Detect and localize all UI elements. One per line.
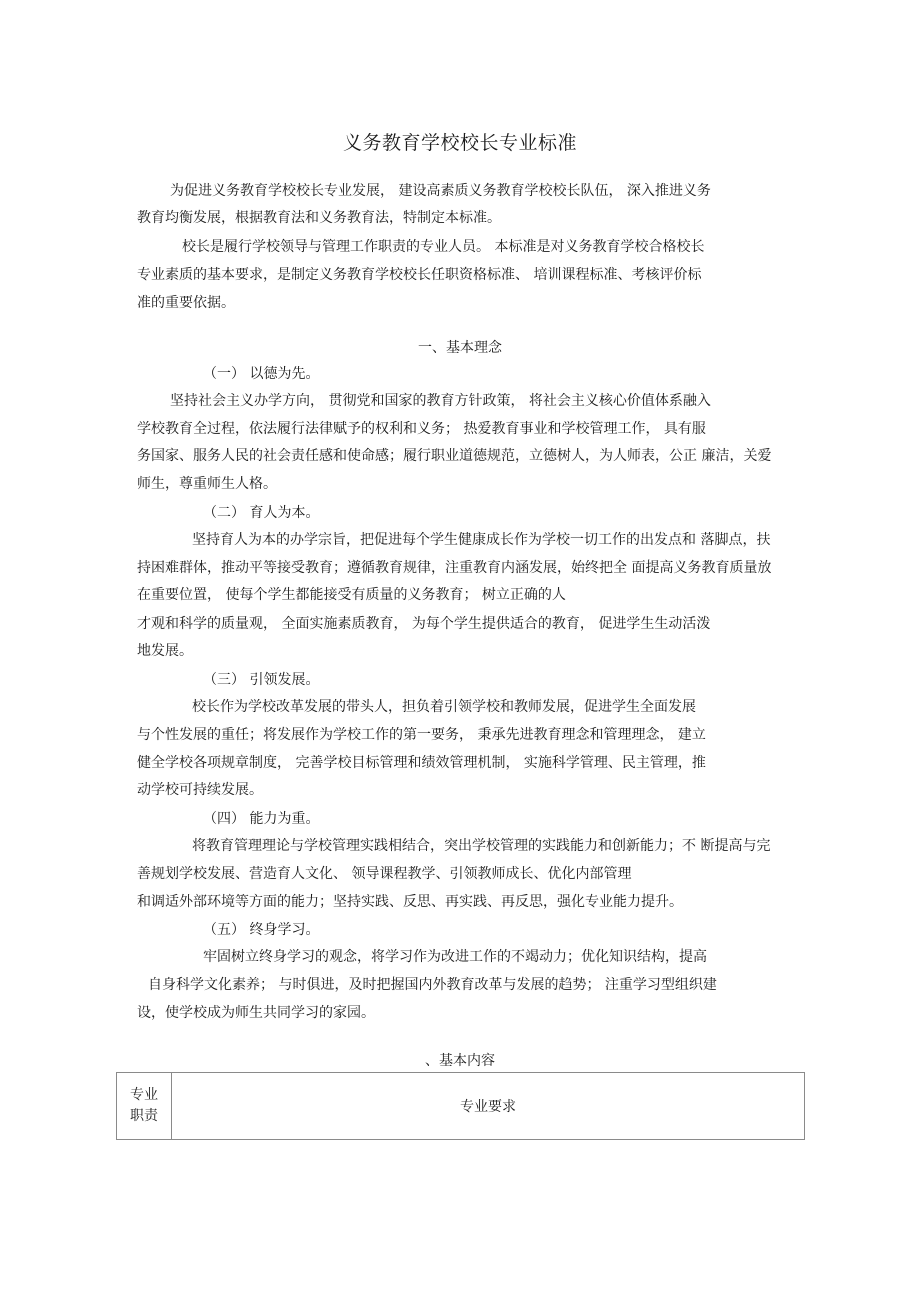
paragraph-line: 学校教育全过程，依法履行法律赋予的权利和义务； 热爱教育事业和学校管理工作， 具有服 [137,421,706,437]
paragraph-line: 设，使学校成为师生共同学习的家园。 [137,1005,375,1021]
paragraph-line: 善规划学校发展、营造育人文化、 领导课程教学、引领教师成长、优化内部管理 [137,866,632,882]
paragraph-line: 牢固树立终身学习的观念，将学习作为改进工作的不竭动力；优化知识结构，提高 [203,949,707,965]
header-cell-requirement: 专业要求 [172,1073,805,1140]
paragraph-line: 坚持育人为本的办学宗旨，把促进每个学生健康成长作为学校一切工作的出发点和 落脚点，扶 [192,532,771,548]
header-duty-line1: 专业 [130,1087,158,1103]
subsection-heading: （五） 终身学习。 [203,922,320,938]
table-header-row [117,1073,805,1140]
section-heading: 、基本内容 [425,1053,495,1069]
paragraph-line: 动学校可持续发展。 [137,782,263,798]
paragraph-line: 师生，尊重师生人格。 [137,476,277,492]
subsection-heading: （二） 育人为本。 [203,505,320,521]
subsection-heading: （三） 引领发展。 [203,672,320,688]
requirements-table [116,1072,805,1140]
paragraph-line: 坚持社会主义办学方向， 贯彻党和国家的教育方针政策， 将社会主义核心价值体系融入 [170,393,711,409]
paragraph-line: 地发展。 [137,643,193,659]
paragraph-line: 与个性发展的重任；将发展作为学校工作的第一要务， 秉承先进教育理念和管理理念， 建立 [137,727,706,743]
paragraph-line: 将教育管理理论与学校管理实践相结合，突出学校管理的实践能力和创新能力；不 断提高与完 [192,838,771,854]
paragraph-line: 校长作为学校改革发展的带头人，担负着引领学校和教师发展，促进学生全面发展 [192,699,696,715]
paragraph-line: 务国家、服务人民的社会责任感和使命感；履行职业道德规范，立德树人，为人师表，公正 廉洁，关爱 [137,448,772,464]
intro-line: 校长是履行学校领导与管理工作职责的专业人员。 本标准是对义务教育学校合格校长 [182,239,705,255]
intro-line: 教育均衡发展，根据教育法和义务教育法，特制定本标准。 [137,210,501,226]
subsection-heading: （四） 能力为重。 [203,811,320,827]
paragraph-line: 才观和科学的质量观， 全面实施素质教育， 为每个学生提供适合的教育， 促进学生生动活泼 [137,616,711,632]
section-heading: 一、基本理念 [418,340,502,356]
header-cell-duty [117,1073,172,1140]
paragraph-line: 在重要位置， 使每个学生都能接受有质量的义务教育； 树立正确的人 [137,587,566,603]
document-title: 义务教育学校校长专业标准 [342,132,577,154]
intro-line: 专业素质的基本要求，是制定义务教育学校校长任职资格标准、 培训课程标准、考核评价标 [137,267,702,283]
paragraph-line: 健全学校各项规章制度， 完善学校目标管理和绩效管理机制， 实施科学管理、民主管理，推 [137,755,706,771]
paragraph-line: 持困难群体，推动平等接受教育；遵循教育规律，注重教育内涵发展，始终把全 面提高义务教育质量放 [137,560,772,576]
intro-line: 准的重要依据。 [137,295,235,311]
paragraph-line: 和调适外部环境等方面的能力；坚持实践、反思、再实践、再反思，强化专业能力提升。 [137,894,683,910]
subsection-heading: （一） 以德为先。 [203,366,320,382]
paragraph-line: 自身科学文化素养； 与时俱进，及时把握国内外教育改革与发展的趋势； 注重学习型组织建 [148,977,717,993]
intro-line: 为促进义务教育学校校长专业发展， 建设高素质义务教育学校校长队伍， 深入推进义务 [170,183,711,199]
header-duty-line2: 职责 [130,1108,158,1124]
